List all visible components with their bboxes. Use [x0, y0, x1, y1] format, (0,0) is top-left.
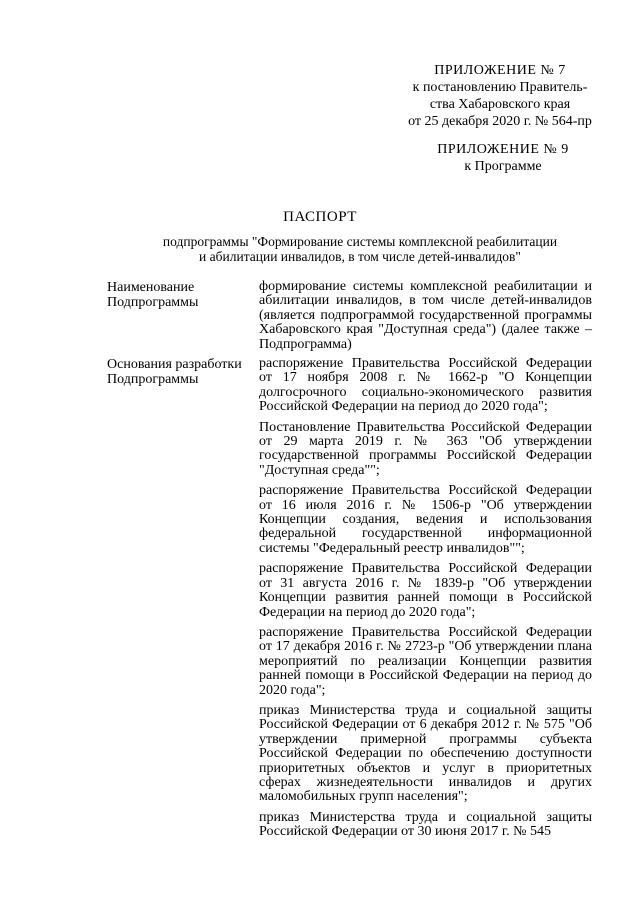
appendix-9-line: к Программе [464, 159, 542, 174]
appendix-7-line: к постановлению Правитель- [412, 80, 588, 95]
row-label: Основания разработки Подпрограммы [107, 357, 242, 387]
appendix-7-heading: ПРИЛОЖЕНИЕ № 7 [434, 63, 566, 78]
row-paragraph: распоряжение Правительства Российской Федерации от 31 августа 2016 г. № 1839-р "Об утверждении Концепции развития ранней помощи в Российской Федерации на период до 2020 года"; [259, 561, 592, 620]
row-paragraph: распоряжение Правительства Российской Федерации от 17 ноября 2008 г. № 1662-р "О Концепции долгосрочного социально-экономического развития Российской Федерации на период до 2020 года"; [259, 356, 592, 415]
row-paragraph: формирование системы комплексной реабилитации и абилитации инвалидов, в том числе детей-инвалидов (является подпрограммой государственной программы Хабаровского края "Доступная среда") (далее также – Подпрограмма) [259, 279, 592, 352]
row-label: Наименование Подпрограммы [107, 280, 199, 310]
passport-subtitle-line: и абилитации инвалидов, в том числе детей-инвалидов" [199, 249, 521, 264]
row-paragraph: Постановление Правительства Российской Федерации от 29 марта 2019 г. № 363 "Об утверждении государственной программы Российской Федерации "Доступная среда""; [259, 419, 592, 478]
row-paragraph: распоряжение Правительства Российской Федерации от 16 июля 2016 г. № 1506-р "Об утверждении Концепции создания, ведения и использования федеральной государственной информационной системы "Федеральный реестр инвалидов""; [259, 483, 592, 556]
passport-title: ПАСПОРТ [283, 209, 357, 225]
row-paragraph: приказ Министерства труда и социальной защиты Российской Федерации от 30 июня 2017 г. № 545 [259, 809, 592, 840]
row-paragraph: распоряжение Правительства Российской Федерации от 17 декабря 2016 г. № 2723-р "Об утверждении плана мероприятий по реализации Концепции развития ранней помощи в Российской Федерации на период до 2020 года"; [259, 624, 592, 698]
appendix-7-block [400, 62, 600, 130]
row-paragraph: приказ Министерства труда и социальной защиты Российской Федерации от 6 декабря 2012 г. № 575 "Об утверждении примерной программы субъекта Российской Федерации по обеспечению доступности приоритетных объектов и услуг в приоритетных сферах жизнедеятельности инвалидов и других маломобильных групп населения"; [259, 702, 592, 805]
appendix-9-block [428, 141, 578, 175]
appendix-9-heading: ПРИЛОЖЕНИЕ № 9 [437, 142, 569, 157]
appendix-7-line: ства Хабаровского края [429, 97, 571, 112]
row-content [259, 357, 592, 846]
row-content [259, 280, 592, 358]
appendix-7-line: от 25 декабря 2020 г. № 564-пр [408, 114, 592, 129]
passport-subtitle-line: подпрограммы "Формирование системы комплексной реабилитации [162, 234, 558, 249]
passport-subtitle [130, 234, 590, 264]
